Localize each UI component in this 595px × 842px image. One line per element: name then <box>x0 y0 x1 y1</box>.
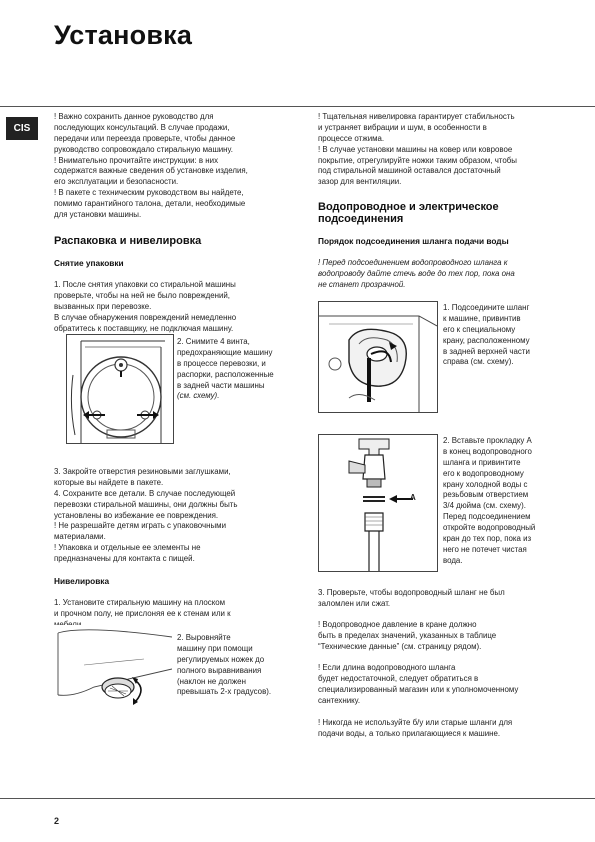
text-line: его к водопроводному <box>443 468 524 478</box>
text-line: в процессе перевозки, и <box>177 358 266 368</box>
hose-step-3 <box>318 588 505 610</box>
text-line: и прочном полу, не прислоняя ее к стенам или к <box>54 608 231 618</box>
text-line: заломлен или сжат. <box>318 598 391 608</box>
footer-divider <box>0 798 595 799</box>
text-line: которые вы найдете в пакете. <box>54 477 164 487</box>
text-line: ! Важно сохранить данное руководство для <box>54 112 214 121</box>
gasket-label-a: A <box>410 493 416 502</box>
text-line: последующих консультаций. В случае продажи, <box>54 122 230 132</box>
text-line: 2. Вставьте прокладку А <box>443 436 532 445</box>
text-line: будет недостаточной, следует обратиться в <box>318 673 479 683</box>
text-line: покрытие, отрегулируйте ножки таким образом, чтобы <box>318 155 517 165</box>
remove-packaging-text-2 <box>54 467 237 565</box>
text-line: 2. Выровняйте <box>177 633 231 642</box>
text-line: полного выравнивания <box>177 665 262 675</box>
text-line: в задней части машины <box>177 380 265 390</box>
tap-gasket-figure <box>318 434 438 572</box>
text-line: 4. Сохраните все детали. В случае последующей <box>54 488 236 498</box>
text-line: ! Не разрешайте детям играть с упаковочными <box>54 521 226 531</box>
screws-text <box>177 337 274 402</box>
text-line: ! Водопроводное давление в кране должно <box>318 620 477 629</box>
section-heading-unpacking: Распаковка и нивелировка <box>54 235 202 247</box>
text-line: вода. <box>443 555 463 565</box>
text-line: содержатся важные сведения об установке изделия, <box>54 166 248 176</box>
text-line: материалами. <box>54 532 106 542</box>
text-line: под стиральной машиной оставался достаточный <box>318 166 501 176</box>
pressure-note <box>318 620 496 653</box>
header-divider <box>0 106 595 107</box>
text-line: специализированный магазин или к уполномоченному <box>318 684 519 694</box>
text-line: распорки, расположенные <box>177 369 274 379</box>
text-line: машину при помощи <box>177 643 253 653</box>
text-line: его к специальному <box>443 324 516 334</box>
text-line: предохраняющие машину <box>177 347 273 357</box>
text-line: кран до тех пор, пока из <box>443 534 532 544</box>
intro-text <box>54 112 248 221</box>
remove-packaging-text <box>54 280 236 334</box>
heading-line: Водопроводное и электрическое <box>318 201 499 213</box>
leveling-foot-figure <box>54 625 172 730</box>
text-line: ! Упаковка и отдельные ее элементы не <box>54 543 201 553</box>
text-line: откройте водопроводный <box>443 523 536 533</box>
text-line: крану, расположенному <box>443 335 530 345</box>
text-line: ! Тщательная нивелировка гарантирует стабильность <box>318 112 515 121</box>
text-line: превышать 2-х градусов). <box>177 687 272 697</box>
text-line: “Технические данные” (см. страницу рядом). <box>318 641 482 651</box>
machine-back-figure <box>66 334 174 444</box>
text-line: В случае обнаружения повреждений немедленно <box>54 312 237 322</box>
text-line: его эксплуатации и безопасности. <box>54 177 179 187</box>
text-line: руководство сопровождало стиральную машину. <box>54 144 233 154</box>
language-tab: CIS <box>6 117 38 140</box>
text-line: для установки машины. <box>54 210 142 220</box>
text-line: в конец водопроводного <box>443 446 532 456</box>
text-line: Перед подсоединением <box>443 512 531 522</box>
text-line: и устраняет вибрации и шум, в особенности в <box>318 122 487 132</box>
text-line: 3/4 дюйма (см. схему). <box>443 501 526 511</box>
text-line: передачи или переезда проверьте, чтобы данное <box>54 133 236 143</box>
text-line: ! Никогда не используйте б/у или старые шланги для <box>318 718 513 727</box>
text-line: ! Внимательно прочитайте инструкции: в них <box>54 155 219 165</box>
subheading-remove-packaging: Снятие упаковки <box>54 258 124 268</box>
section-heading-connections <box>318 201 499 225</box>
text-line: предназначены для контакта с пищей. <box>54 554 195 564</box>
text-line: установлены во избежание ее повреждения. <box>54 510 219 520</box>
text-line: 3. Закройте отверстия резиновыми заглушками, <box>54 467 231 476</box>
text-line: крану холодной воды с <box>443 479 528 489</box>
text-line: обратитесь к поставщику, не подключая машину. <box>54 323 234 333</box>
text-line: ! Перед подсоединением водопроводного шланга к <box>318 258 508 267</box>
text-line: (см. схему). <box>177 391 220 401</box>
text-line: регулируемых ножек до <box>177 654 265 664</box>
hose-step-1 <box>443 303 530 368</box>
hose-length-note <box>318 663 518 707</box>
tap-gasket-illustration <box>319 435 437 571</box>
text-line: 1. Установите стиральную машину на плоском <box>54 598 226 607</box>
text-line: 1. После снятия упаковки со стиральной машины <box>54 280 236 289</box>
text-line: 1. Подсоедините шланг <box>443 303 530 312</box>
text-line: не станет прозрачной. <box>318 279 406 289</box>
text-line: сантехнику. <box>318 695 361 705</box>
text-line: подачи воды, а только прилагающиеся к машине. <box>318 728 501 738</box>
used-hose-note <box>318 718 512 740</box>
text-line: 2. Снимите 4 винта, <box>177 337 250 346</box>
text-line: процессе отжима. <box>318 133 385 143</box>
hose-warning <box>318 258 515 291</box>
hose-to-machine-figure <box>318 301 438 413</box>
text-line: помимо гарантийного талона, детали, необходимые <box>54 199 246 209</box>
text-line: (наклон не должен <box>177 676 246 686</box>
subheading-hose-connection: Порядок подсоединения шланга подачи воды <box>318 236 509 246</box>
text-line: ! В случае установки машины на ковер или ковровое <box>318 144 513 154</box>
text-line: проверьте, чтобы на ней не было повреждений, <box>54 290 230 300</box>
leveling-notes <box>318 112 517 188</box>
leveling-text-2 <box>177 633 271 698</box>
page-title: Установка <box>54 20 193 50</box>
text-line: в задней верхней части <box>443 346 530 356</box>
text-line: 3. Проверьте, чтобы водопроводный шланг не был <box>318 588 505 597</box>
text-line: него не потечет чистая <box>443 544 527 554</box>
text-line: перевозки стиральной машины, они должны быть <box>54 499 238 509</box>
text-line: ! В пакете с техническим руководством вы найдете, <box>54 188 244 198</box>
text-line: справа (см. схему). <box>443 357 514 367</box>
text-line: к машине, привинтив <box>443 313 521 323</box>
subheading-leveling: Нивелировка <box>54 576 110 586</box>
page-number: 2 <box>54 816 60 826</box>
machine-back-illustration <box>67 335 173 443</box>
text-line: резьбовым отверстием <box>443 490 529 500</box>
text-line: быть в пределах значений, указанных в таблице <box>318 630 497 640</box>
leveling-foot-illustration <box>54 625 172 730</box>
text-line: вызванных при перевозке. <box>54 301 152 311</box>
text-line: шланга и привинтите <box>443 457 521 467</box>
hose-to-machine-illustration <box>319 302 437 412</box>
text-line: зазор для вентиляции. <box>318 177 402 187</box>
hose-step-2 <box>443 436 535 567</box>
text-line: ! Если длина водопроводного шланга <box>318 663 456 672</box>
text-line: водопроводу дайте стечь воде до тех пор, пока она <box>318 268 515 278</box>
heading-line: подсоединения <box>318 213 404 225</box>
